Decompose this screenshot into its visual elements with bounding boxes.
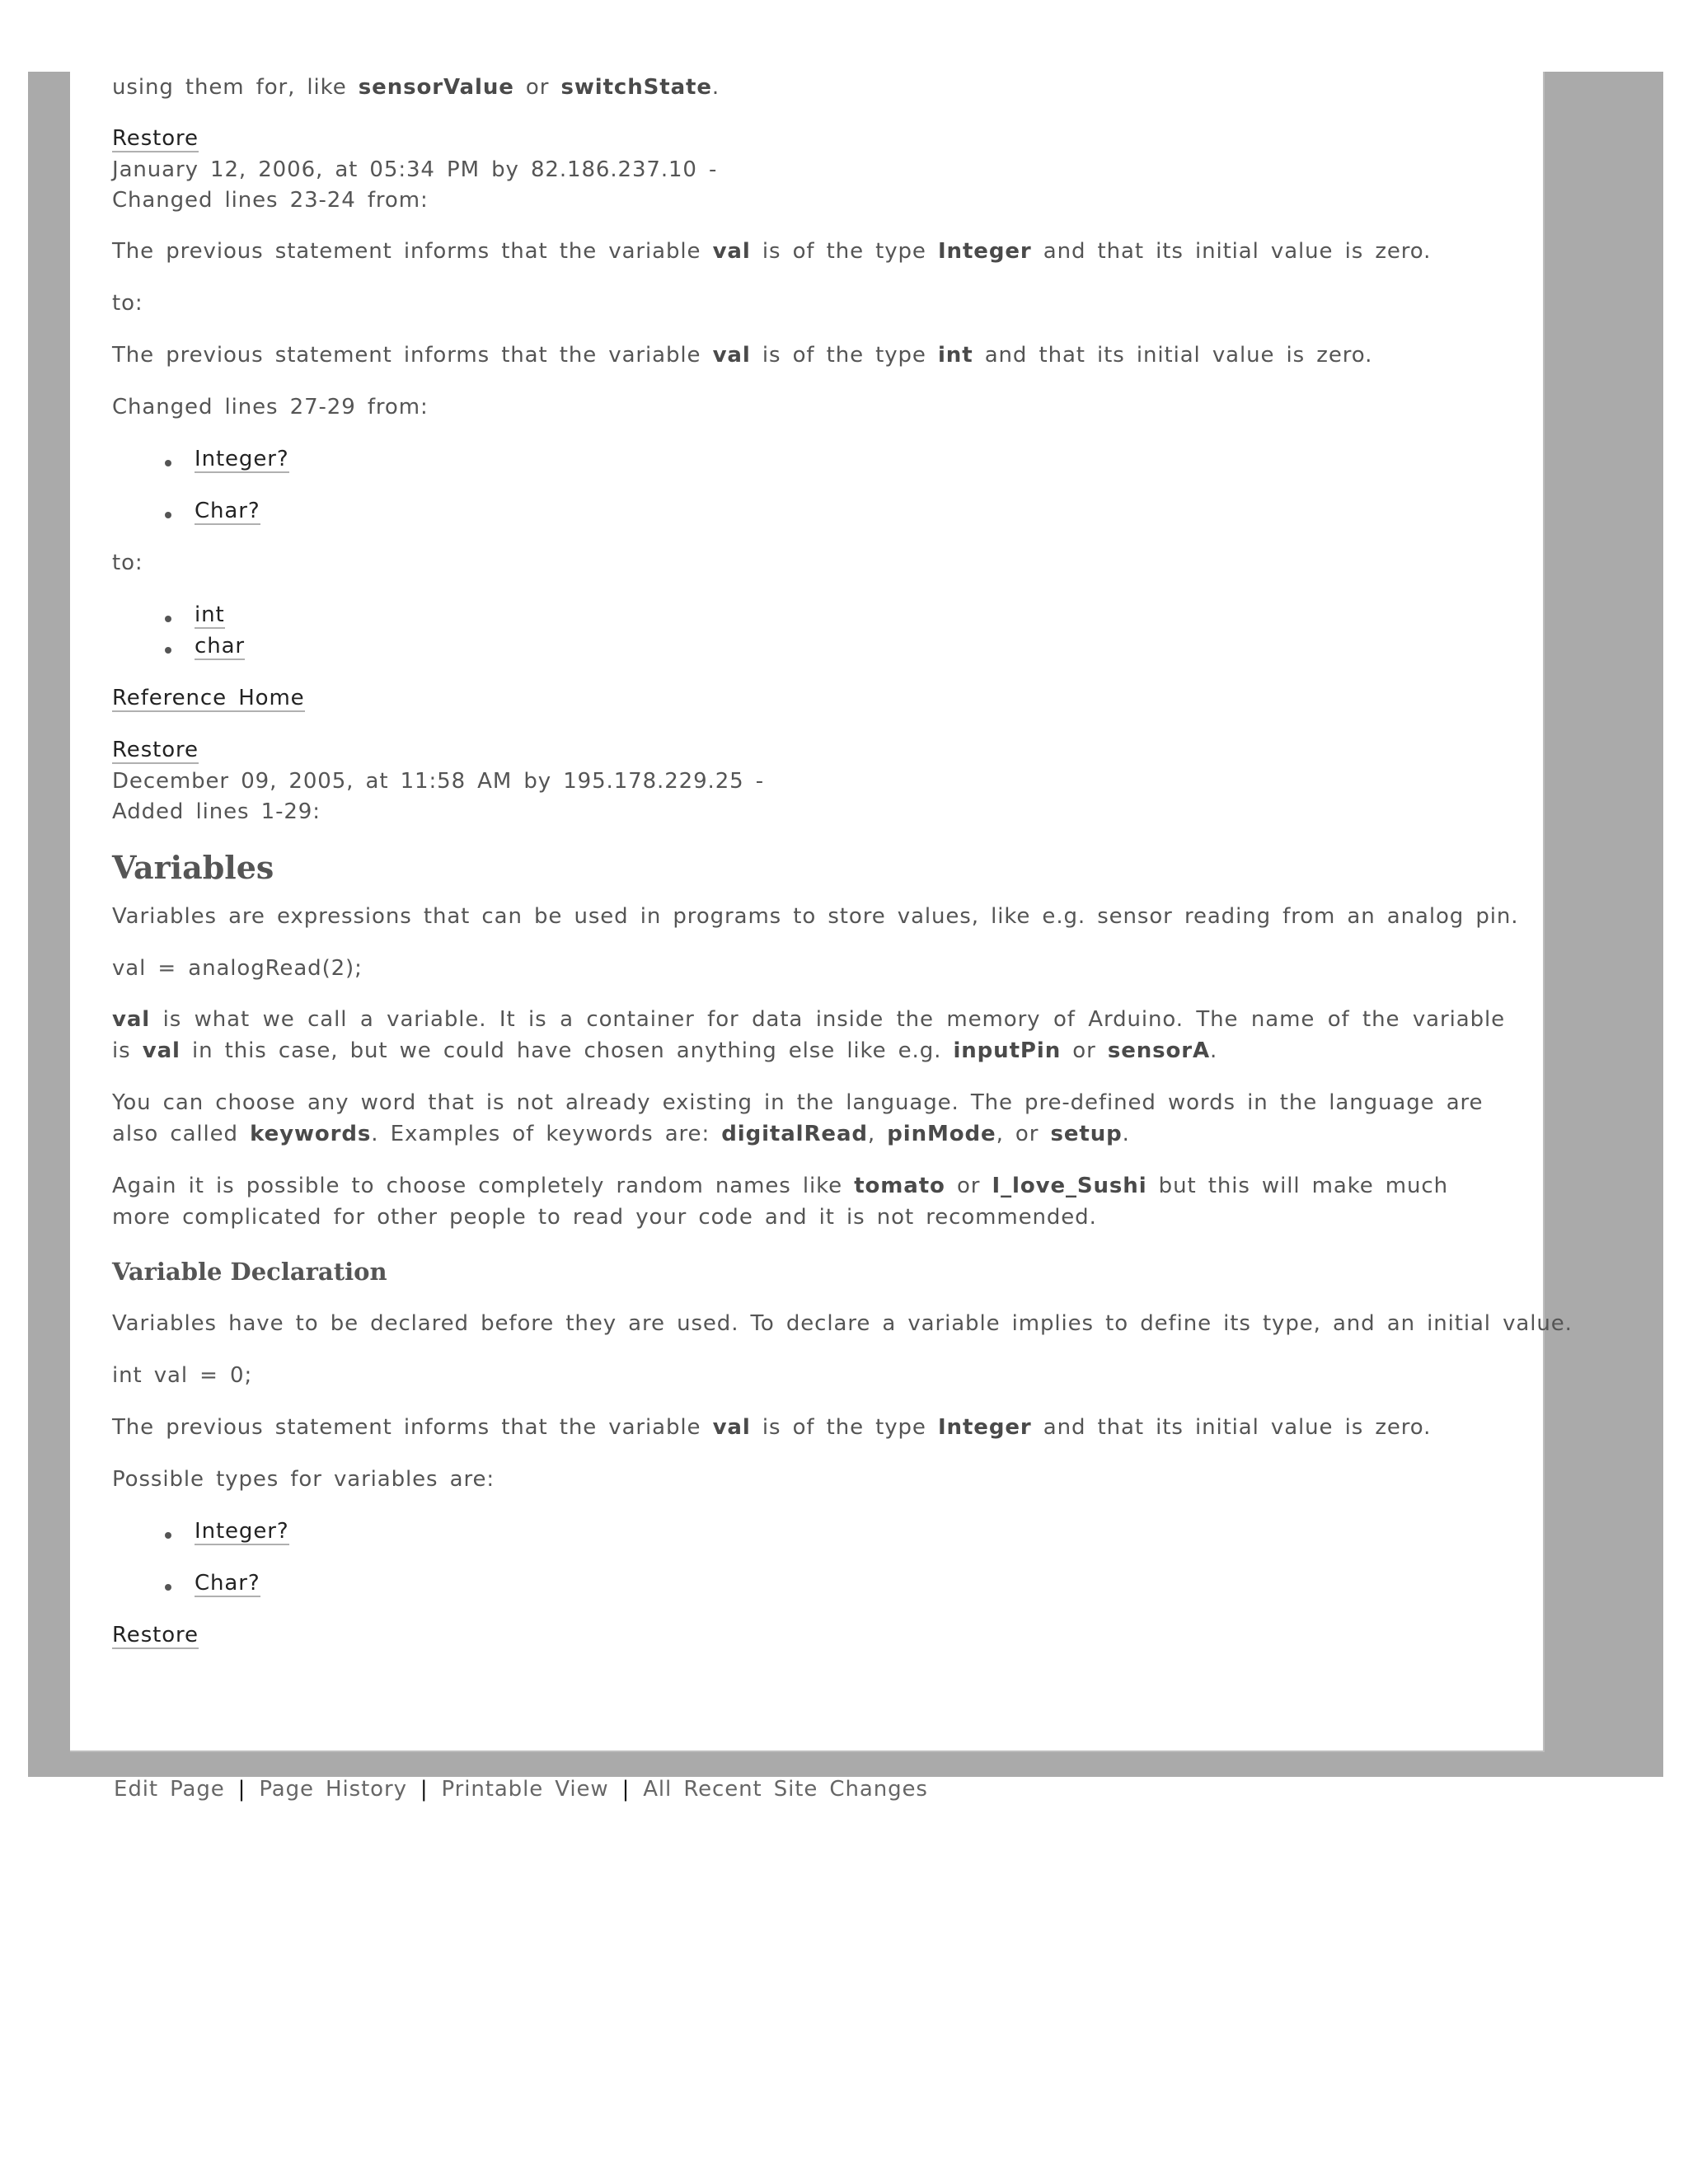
text: and that its initial value is zero. — [1031, 1415, 1432, 1440]
text: . Examples of keywords are: — [371, 1122, 722, 1146]
text: and that its initial value is zero. — [1031, 239, 1432, 264]
diff-old-text — [112, 236, 1431, 267]
keyword: int — [937, 343, 973, 368]
footer-nav — [114, 1774, 928, 1805]
keyword: Integer — [937, 1415, 1032, 1440]
revision-meta: January 12, 2006, at 05:34 PM by 82.186.237.10 - — [112, 157, 718, 182]
paragraph — [112, 1170, 1505, 1233]
paragraph: Variables have to be declared before they are used. To declare a variable implies to define its type, and an initial value. — [112, 1311, 1573, 1336]
text: or — [513, 75, 561, 100]
list-item-link[interactable]: char — [195, 634, 245, 658]
text: . — [1122, 1122, 1130, 1146]
page-frame — [28, 72, 1663, 1802]
content-panel — [70, 72, 1573, 1752]
text: but this will make much more complicated for other people to read your code and it is not recommended. — [112, 1174, 1448, 1230]
intro-text — [112, 72, 720, 103]
bullet-icon — [165, 616, 171, 622]
keyword: sensorValue — [358, 75, 514, 100]
text: is of the type — [750, 1415, 938, 1440]
keyword: val — [112, 1007, 151, 1032]
bullet-icon — [165, 512, 171, 518]
reference-home-link[interactable]: Reference Home — [112, 686, 305, 710]
paragraph — [112, 1087, 1505, 1150]
text: in this case, but we could have chosen anything else like e.g. — [180, 1038, 954, 1063]
keyword: val — [712, 1415, 751, 1440]
keyword: setup — [1050, 1122, 1123, 1146]
keyword: val — [712, 343, 751, 368]
keyword: pinMode — [887, 1122, 996, 1146]
list-item-link[interactable]: Char? — [195, 1571, 260, 1596]
keyword: I_love_Sushi — [992, 1174, 1147, 1198]
restore-link[interactable]: Restore — [112, 1623, 199, 1647]
text: You can choose any word that is not already existing in the language. The pre-defined words in the language are also called — [112, 1090, 1484, 1146]
restore-link[interactable]: Restore — [112, 126, 199, 151]
text: or — [945, 1174, 992, 1198]
text: . — [711, 75, 720, 100]
diff-to-label: to: — [112, 551, 143, 575]
code-line: val = analogRead(2); — [112, 956, 363, 981]
diff-to-label: to: — [112, 291, 143, 316]
keyword: val — [712, 239, 751, 264]
keyword: tomato — [854, 1174, 945, 1198]
revision-meta: December 09, 2005, at 11:58 AM by 195.178.229.25 - — [112, 769, 765, 794]
text: or — [1061, 1038, 1108, 1063]
text: using them for, like — [112, 75, 359, 100]
list-item-link[interactable]: Integer? — [195, 447, 289, 471]
paragraph: Possible types for variables are: — [112, 1467, 495, 1492]
text: and that its initial value is zero. — [973, 343, 1373, 368]
text: is what we call a variable. It is a container for data inside the memory of Arduino. The name of the variable is — [112, 1007, 1505, 1063]
bullet-icon — [165, 460, 171, 466]
bullet-icon — [165, 647, 171, 654]
keyword: inputPin — [953, 1038, 1062, 1063]
bullet-icon — [165, 1584, 171, 1591]
paragraph — [112, 1004, 1505, 1066]
keyword: switchState — [560, 75, 712, 100]
separator: | — [420, 1777, 429, 1802]
separator: | — [621, 1777, 631, 1802]
text: Again it is possible to choose completely random names like — [112, 1174, 855, 1198]
text: . — [1210, 1038, 1218, 1063]
list-item-link[interactable]: Char? — [195, 499, 260, 523]
code-line: int val = 0; — [112, 1363, 253, 1388]
section-heading: Variables — [112, 849, 274, 886]
restore-link[interactable]: Restore — [112, 738, 199, 762]
list-item-link[interactable]: int — [195, 602, 225, 627]
list-item-link[interactable]: Integer? — [195, 1519, 289, 1544]
recent-changes-link[interactable]: All Recent Site Changes — [643, 1777, 928, 1802]
page-history-link[interactable]: Page History — [259, 1777, 407, 1802]
keyword: sensorA — [1107, 1038, 1211, 1063]
text: is of the type — [750, 239, 938, 264]
edit-page-link[interactable]: Edit Page — [114, 1777, 225, 1802]
printable-view-link[interactable]: Printable View — [441, 1777, 609, 1802]
text: , — [867, 1122, 888, 1146]
keyword: keywords — [250, 1122, 372, 1146]
text: The previous statement informs that the variable — [112, 1415, 713, 1440]
diff-summary: Changed lines 27-29 from: — [112, 395, 429, 419]
text: The previous statement informs that the variable — [112, 239, 713, 264]
bullet-icon — [165, 1532, 171, 1539]
text: The previous statement informs that the variable — [112, 343, 713, 368]
keyword: Integer — [937, 239, 1032, 264]
keyword: val — [142, 1038, 181, 1063]
paragraph — [112, 1412, 1431, 1443]
diff-summary: Changed lines 23-24 from: — [112, 188, 429, 213]
text: is of the type — [750, 343, 938, 368]
separator: | — [237, 1777, 246, 1802]
diff-new-text — [112, 340, 1372, 371]
paragraph: Variables are expressions that can be used in programs to store values, like e.g. sensor reading from an analog pin. — [112, 904, 1519, 929]
diff-summary: Added lines 1-29: — [112, 799, 321, 824]
text: , or — [996, 1122, 1051, 1146]
subsection-heading: Variable Declaration — [112, 1258, 387, 1286]
keyword: digitalRead — [721, 1122, 868, 1146]
